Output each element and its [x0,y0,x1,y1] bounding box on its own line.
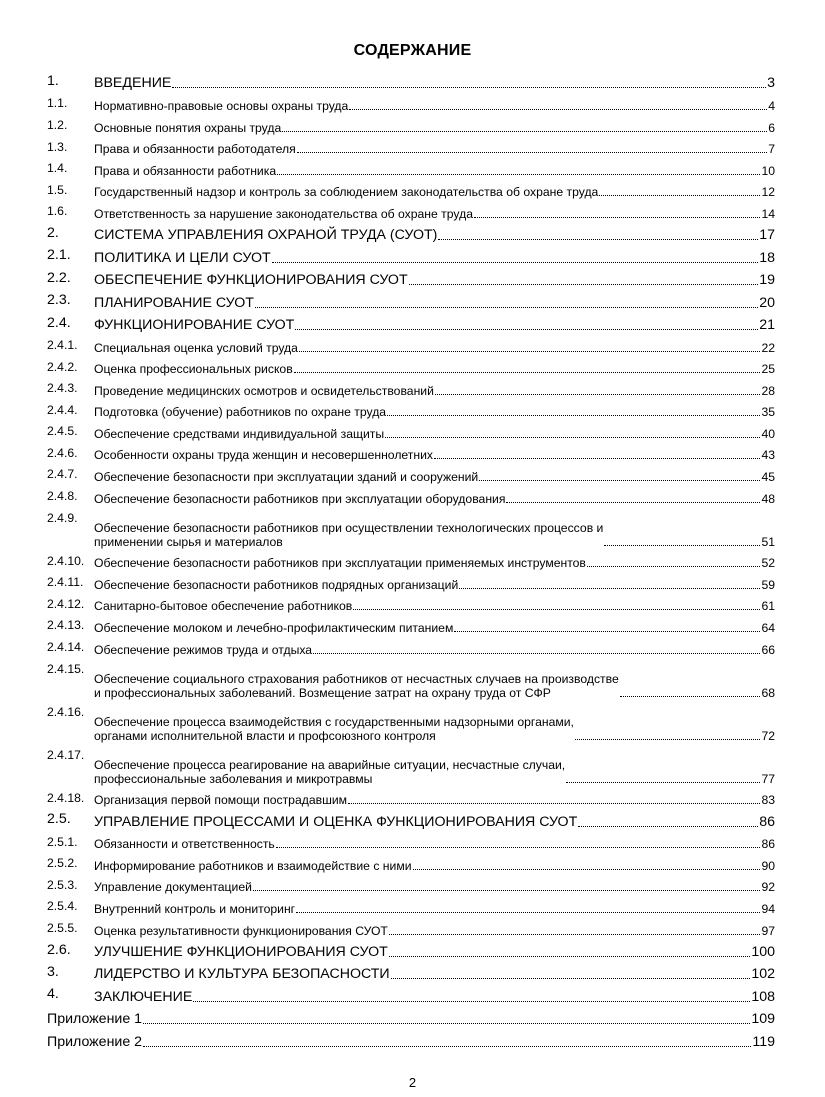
toc-entry-title [94,902,295,916]
toc-entry-number: 2.2. [47,269,71,286]
toc-leader-dots [506,501,760,503]
toc-entry-title [94,989,192,1005]
toc-entry-text: Обеспечение процесса реагирование на аварийные ситуации, несчастные случаи, [94,757,566,772]
toc-leader-dots [587,565,761,567]
toc-entry-title [94,227,437,243]
toc-entry-page: 61 [761,599,775,614]
toc-entry-title [94,793,347,807]
toc-entry-text: ПОЛИТИКА И ЦЕЛИ СУОТ [94,249,271,266]
toc-entry-page: 52 [761,556,775,571]
toc-entry[interactable] [47,786,775,808]
toc-entry-body [94,758,775,786]
toc-entry-title [94,448,433,462]
toc-entry-page: 72 [761,728,775,743]
toc-entry[interactable] [47,135,775,157]
toc-leader-dots [294,371,761,373]
toc-entry-title [94,599,352,613]
toc-entry-page: 4 [768,98,775,113]
toc-entry-text: Управление документацией [94,880,252,895]
toc-entry[interactable] [47,484,775,506]
toc-entry-body [94,621,775,635]
toc-leader-dots [385,436,760,438]
toc-entry-text: УЛУЧШЕНИЕ ФУНКЦИОНИРОВАНИЯ СУОТ [94,943,388,960]
toc-entry-text: Особенности охраны труда женщин и несовершеннолетних [94,448,434,463]
toc-entry-number: 2.4.12. [47,596,85,611]
toc-entry-page: 45 [761,470,775,485]
toc-entry-title [94,250,271,266]
toc-leader-dots [276,846,761,848]
toc-leader-dots [479,479,760,481]
toc-entry-page: 90 [761,858,775,873]
toc-entry-page: 25 [761,362,775,377]
toc-entry-number: 2.5. [47,811,71,828]
toc-entry[interactable] [47,592,775,614]
toc-entry-number: 1.3. [47,139,68,154]
toc-entry-text: Организация первой помощи пострадавшим [94,793,348,808]
toc-leader-dots [282,130,767,132]
toc-entry-page: 86 [759,813,775,830]
toc-leader-dots [575,738,761,740]
toc-entry-number: 2.4.4. [47,402,78,417]
toc-entry-text-continued: органами исполнительной власти и профсоюзного контроля [94,728,436,743]
toc-entry-number: 2.4.3. [47,381,78,396]
toc-entry-text-continued: и профессиональных заболеваний. Возмещение затрат на охрану труда от СФР [94,685,551,700]
toc-entry-page: 12 [761,185,775,200]
toc-entry-body [94,880,775,894]
toc-entry-number: 2.5.2. [47,856,78,871]
toc-entry-text: Оценка результативности функционирования СУОТ [94,923,388,938]
toc-entry[interactable] [47,156,775,178]
toc-entry-body [94,643,775,657]
toc-entry-number: 2.4. [47,314,71,331]
toc-entry-page: 21 [759,316,775,333]
toc-entry-text: Санитарно-бытовое обеспечение работников [94,599,353,614]
toc-entry-text: ПЛАНИРОВАНИЕ СУОТ [94,294,254,311]
toc-leader-dots [413,868,761,870]
toc-leader-dots [389,933,761,935]
toc-entry[interactable] [47,113,775,135]
toc-entry[interactable] [47,960,775,982]
toc-entry-text: Приложение 1 [47,1011,143,1028]
toc-entry-title [94,295,254,311]
toc-entry-body [94,966,775,982]
toc-entry[interactable] [47,419,775,441]
toc-entry[interactable] [47,441,775,463]
toc-entry-body [94,859,775,873]
toc-leader-dots [297,151,767,153]
toc-leader-dots [438,238,758,240]
toc-entry-number: 2.4.17. [47,747,85,762]
toc-entry-title [94,521,603,549]
toc-entry[interactable] [47,398,775,420]
toc-entry-page: 119 [752,1033,775,1050]
toc-entry-number: 2.4.5. [47,424,78,439]
toc-leader-dots [409,283,759,285]
toc-entry-text: Права и обязанности работодателя [94,142,296,157]
toc-entry[interactable] [47,700,775,743]
toc-entry-text: ЛИДЕРСТВО И КУЛЬТУРА БЕЗОПАСНОСТИ [94,966,390,983]
toc-entry[interactable] [47,635,775,657]
toc-entry[interactable] [47,938,775,960]
toc-entry-page: 48 [761,491,775,506]
toc-entry-number: 2.4.2. [47,359,78,374]
toc-entry-number: 2.4.11. [47,575,84,590]
toc-entry[interactable] [47,1027,775,1049]
toc-entry-number: 1. [47,73,59,89]
toc-entry-body [94,814,775,830]
toc-entry[interactable] [47,570,775,592]
toc-entry[interactable] [47,376,775,398]
toc-entry-text: Обеспечение молоком и лечебно-профилактическим питанием [94,621,454,636]
toc-entry-body [94,599,775,613]
toc-entry[interactable] [47,266,775,288]
toc-entry-page: 83 [761,793,775,808]
toc-leader-dots [143,1022,750,1024]
toc-entry-title [94,578,458,592]
toc-entry-number: 1.1. [47,96,68,111]
toc-entry-text: ОБЕСПЕЧЕНИЕ ФУНКЦИОНИРОВАНИЯ СУОТ [94,272,408,289]
toc-entry-number: 1.6. [47,204,68,219]
toc-entry-body [94,672,775,700]
toc-entry-body [94,295,775,311]
toc-entry-body [94,470,775,484]
toc-entry-text: Обязанности и ответственность [94,837,275,852]
toc-entry-title [94,75,171,91]
toc-entry-title [94,672,619,700]
toc-entry-number: 1.5. [47,182,68,197]
toc-entry-page: 3 [767,75,775,92]
toc-entry[interactable] [47,743,775,786]
toc-entry-page: 28 [761,383,775,398]
toc-leader-dots [434,457,760,459]
toc-entry-title [94,643,312,657]
toc-leader-dots [459,587,760,589]
toc-entry-number: 2.4.18. [47,790,85,805]
toc-entry-text: Права и обязанности работника [94,163,277,178]
toc-entry[interactable] [47,613,775,635]
toc-entry-text: Оценка профессиональных рисков [94,362,293,377]
toc-entry-title [94,880,252,894]
toc-entry[interactable] [47,873,775,895]
toc-entry-text: Специальная оценка условий труда [94,340,298,355]
toc-entry-page: 51 [761,534,775,549]
toc-entry-text: УПРАВЛЕНИЕ ПРОЦЕССАМИ И ОЦЕНКА ФУНКЦИОНИРОВАНИЯ СУОТ [94,813,578,830]
page-number: 2 [408,1075,417,1090]
toc-entry-page: 97 [761,923,775,938]
toc-entry-number: 1.2. [47,117,68,132]
toc-entry-text: СИСТЕМА УПРАВЛЕНИЯ ОХРАНОЙ ТРУДА (СУОТ) [94,227,438,244]
toc-entry-text: Обеспечение безопасности при эксплуатации зданий и сооружений [94,470,479,485]
toc-entry-body [94,317,775,333]
toc-entry-text: Внутренний контроль и мониторинг [94,901,296,916]
toc-entry-body [94,448,775,462]
toc-leader-dots [389,955,751,957]
toc-entry-page: 108 [751,988,775,1005]
toc-entry-body [47,1011,775,1027]
toc-entry-text: Обеспечение безопасности работников при осуществлении технологических процессов и [94,520,604,535]
toc-leader-dots [578,825,758,827]
toc-entry-number: 2.5.1. [47,834,78,849]
toc-entry-page: 17 [759,227,775,244]
toc-entry-title [94,405,386,419]
toc-entry-number: 2.4.8. [47,489,78,504]
toc-entry-page: 6 [768,120,775,135]
toc-entry[interactable] [47,851,775,873]
toc-leader-dots [193,1000,750,1002]
toc-entry-body [94,142,775,156]
toc-entry-number: 2.4.16. [47,704,85,719]
toc-entry-number: 2.4.6. [47,445,78,460]
toc-entry-number: 2.5.3. [47,877,78,892]
toc-entry-body [94,272,775,288]
toc-entry[interactable] [47,91,775,113]
toc-entry-title [94,121,281,135]
toc-entry-title [94,427,384,441]
toc-entry-title [47,1034,142,1050]
toc-entry-text-continued: профессиональные заболевания и микротравмы [94,771,373,786]
toc-leader-dots [272,261,759,263]
toc-entry-body [94,99,775,113]
toc-entry-text: Обеспечение режимов труда и отдыха [94,642,313,657]
toc-entry-body [94,405,775,419]
toc-entry-title [94,362,293,376]
toc-leader-dots [454,630,760,632]
toc-leader-dots [348,802,760,804]
toc-entry-number: 3. [47,963,59,980]
toc-entry-text: ЗАКЛЮЧЕНИЕ [94,988,193,1005]
toc-entry-number: 2.4.9. [47,510,78,525]
toc-entry-title [94,944,388,960]
toc-entry-number: 2.4.14. [47,640,85,655]
toc-entry-body [94,556,775,570]
toc-entry-title [94,142,296,156]
toc-entry-text: Информирование работников и взаимодействие с ними [94,858,412,873]
toc-entry-text: ФУНКЦИОНИРОВАНИЕ СУОТ [94,316,295,333]
toc-entry-text: Ответственность за нарушение законодательства об охране труда [94,206,473,221]
toc-entry[interactable] [47,830,775,852]
toc-entry-page: 86 [761,837,775,852]
toc-entry[interactable] [47,333,775,355]
toc-entry-body [94,185,775,199]
toc-entry-number: 2.1. [47,247,71,264]
toc-entry-page: 7 [768,142,775,157]
toc-entry[interactable] [47,355,775,377]
toc-entry-text: Подготовка (обучение) работников по охране труда [94,405,387,420]
toc-entry-title [94,492,505,506]
toc-entry-page: 43 [761,448,775,463]
toc-entry-number: 2.4.13. [47,618,85,633]
toc-entry-number: 2. [47,224,59,241]
toc-entry-page: 109 [751,1011,775,1028]
toc-entry-body [94,427,775,441]
toc-entry-page: 64 [761,621,775,636]
toc-entry-body [94,227,775,243]
toc-entry-title [94,317,294,333]
toc-entry-title [94,384,434,398]
toc-entry[interactable] [47,243,775,265]
toc-leader-dots [620,695,761,697]
toc-leader-dots [143,1045,751,1047]
toc-leader-dots [277,173,760,175]
toc-entry-body [94,207,775,221]
toc-leader-dots [296,911,760,913]
toc-entry-text: Обеспечение средствами индивидуальной защиты [94,426,385,441]
toc-leader-dots [599,194,760,196]
toc-entry-body [94,924,775,938]
toc-entry-page: 19 [759,272,775,289]
toc-entry[interactable] [47,657,775,700]
toc-entry-page: 94 [761,901,775,916]
toc-entry-body [94,384,775,398]
toc-entry-title [94,859,412,873]
toc-entry[interactable] [47,178,775,200]
toc-entry-title [94,621,453,635]
toc-entry[interactable] [47,549,775,571]
toc-entry-page: 92 [761,880,775,895]
toc-entry-number: 4. [47,986,59,1003]
toc-entry[interactable] [47,69,775,91]
toc-entry-number: 2.4.15. [47,661,85,676]
toc-entry-title [94,814,577,830]
toc-entry-title [94,758,565,786]
toc-entry-text: Государственный надзор и контроль за соблюдением законодательства об охране труда [94,185,599,200]
toc-entry-body [94,121,775,135]
toc-entry-text: ВВЕДЕНИЕ [94,75,172,92]
toc-entry[interactable] [47,807,775,829]
toc-entry-page: 20 [759,294,775,311]
toc-leader-dots [353,608,760,610]
toc-entry-text: Основные понятия охраны труда [94,120,282,135]
toc-entry-title [94,966,390,982]
toc-entry-page: 100 [751,943,775,960]
toc-entry-body [47,1034,775,1050]
toc-entry-number: 2.3. [47,292,71,309]
toc-entry-body [94,362,775,376]
toc-entry[interactable] [47,506,775,549]
toc-entry-page: 40 [761,426,775,441]
toc-entry-text: Обеспечение безопасности работников при эксплуатации применяемых инструментов [94,556,586,571]
toc-entry-number: 1.4. [47,161,68,176]
toc-entry-body [94,793,775,807]
toc-entry-title [94,99,348,113]
toc-leader-dots [387,414,760,416]
toc-leader-dots [349,108,767,110]
toc-entry-text: Обеспечение социального страхования работников от несчастных случаев на производстве [94,671,619,686]
toc-entry-body [94,492,775,506]
toc-entry-body [94,902,775,916]
toc-entry-title [94,185,598,199]
toc-entry[interactable] [47,288,775,310]
toc-leader-dots [255,306,758,308]
toc-entry-body [94,578,775,592]
toc-entry[interactable] [47,311,775,333]
toc-entry-text: Обеспечение безопасности работников при эксплуатации оборудования [94,491,506,506]
toc-leader-dots [474,216,760,218]
toc-leader-dots [253,889,761,891]
toc-entry[interactable] [47,894,775,916]
toc-leader-dots [295,328,758,330]
toc-entry[interactable] [47,199,775,221]
toc-entry-number: 2.5.5. [47,920,78,935]
toc-leader-dots [391,977,751,979]
toc-entry-text: Обеспечение процесса взаимодействия с государственными надзорными органами, [94,714,574,729]
toc-leader-dots [313,652,760,654]
toc-entry-title [94,164,276,178]
toc-entry-body [94,250,775,266]
toc-entry-text: Проведение медицинских осмотров и освидетельствований [94,383,434,398]
toc-entry-body [94,75,775,91]
toc-entry-page: 77 [761,771,775,786]
toc-entry-body [94,944,775,960]
toc-leader-dots [299,350,760,352]
toc-entry-page: 66 [761,642,775,657]
toc-entry-body [94,164,775,178]
document-title: СОДЕРЖАНИЕ [353,42,472,59]
toc-entry-body [94,341,775,355]
toc-entry-number: 2.4.7. [47,467,78,482]
toc-leader-dots [604,544,760,546]
toc-entry[interactable] [47,1005,775,1027]
toc-entry-number: 2.4.1. [47,337,78,352]
toc-leader-dots [435,393,761,395]
toc-entry-body [94,989,775,1005]
toc-entry-page: 10 [761,163,775,178]
toc-entry-title [94,924,388,938]
toc-entry[interactable] [47,982,775,1004]
toc-entry-title [94,272,408,288]
toc-entry-text-continued: применении сырья и материалов [94,534,283,549]
toc-entry[interactable] [47,916,775,938]
toc-entry-text: Нормативно-правовые основы охраны труда [94,98,349,113]
toc-entry-title [94,556,586,570]
toc-entry-body [94,715,775,743]
table-of-contents [47,69,775,1050]
toc-entry-title [94,837,275,851]
toc-entry-title [94,470,478,484]
toc-entry-title [94,715,574,743]
toc-entry-number: 2.6. [47,941,71,958]
toc-entry-page: 102 [751,966,775,983]
toc-entry-number: 2.4.10. [47,553,85,568]
toc-entry[interactable] [47,221,775,243]
toc-entry-body [94,837,775,851]
toc-entry-title [94,341,298,355]
toc-entry-page: 18 [759,249,775,266]
toc-entry-page: 59 [761,577,775,592]
toc-entry-text: Приложение 2 [47,1033,143,1050]
toc-entry-page: 14 [761,206,775,221]
toc-entry-text: Обеспечение безопасности работников подрядных организаций [94,577,459,592]
toc-entry-title [94,207,473,221]
toc-leader-dots [172,86,766,88]
toc-entry-number: 2.5.4. [47,899,78,914]
toc-leader-dots [566,781,760,783]
toc-entry-page: 68 [761,685,775,700]
toc-entry-title [47,1011,142,1027]
toc-entry-page: 35 [761,405,775,420]
toc-entry-body [94,521,775,549]
toc-entry-page: 22 [761,340,775,355]
toc-entry[interactable] [47,462,775,484]
